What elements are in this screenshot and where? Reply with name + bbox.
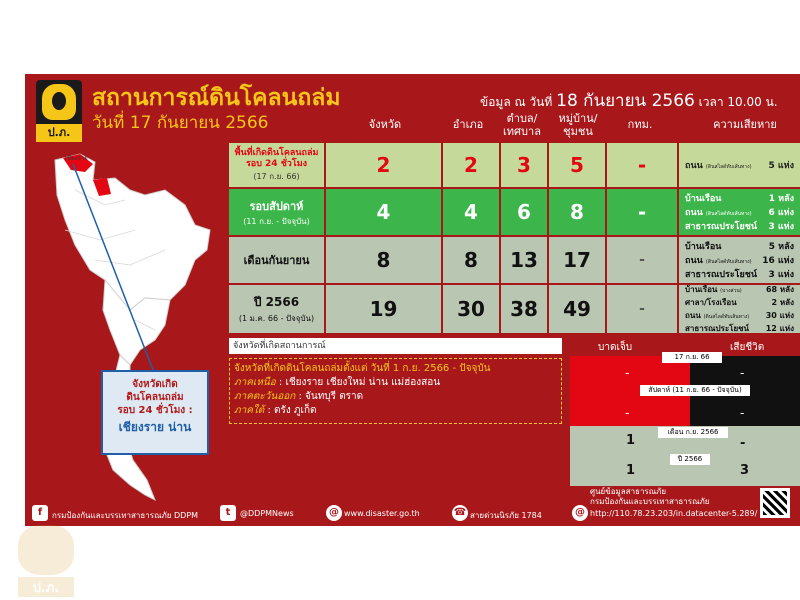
row-week-title: รอบสัปดาห์ — [249, 199, 304, 213]
row-week-province: 4 — [326, 189, 441, 235]
row-year-label — [229, 285, 324, 333]
col-header-damage: ความเสียหาย — [713, 118, 777, 131]
watermark-text: ป.ภ. — [18, 577, 74, 597]
thailand-map — [35, 150, 225, 510]
row-24h-title: พื้นที่เกิดดินโคลนถล่ม รอบ 24 ชั่วโมง — [234, 147, 319, 169]
facebook-icon[interactable]: f — [32, 505, 48, 521]
period-month-injured: 1 — [626, 433, 636, 448]
col-header-province: จังหวัด — [368, 118, 402, 131]
row-24h-date: (17 ก.ย. 66) — [253, 171, 300, 181]
info-box — [229, 358, 562, 424]
callout-provinces: เชียงราย น่าน — [118, 420, 192, 434]
row-24h-damage — [679, 143, 800, 187]
row-year-date: (1 ม.ค. 66 - ปัจจุบัน) — [238, 314, 315, 323]
row-24h-province: 2 — [326, 143, 441, 187]
damage-item: บ้านเรือน 1 หลัง — [685, 194, 794, 204]
row-24h-label — [229, 143, 324, 187]
damage-item: ถนน (ดินสไลด์ทับเส้นทาง) 6 แห่ง — [685, 208, 794, 218]
col-header-bangkok: กทม. — [627, 118, 653, 131]
page-title: สถานการณ์ดินโคลนถล่ม — [92, 85, 341, 111]
row-month-damage — [679, 237, 800, 283]
data-time: เวลา 10.00 น. — [698, 95, 778, 109]
info-region-east: ภาคตะวันออก : จันทบุรี ตราด — [234, 391, 364, 402]
damage-item: ถนน (ดินสไลด์ทับเส้นทาง) 30 แห่ง — [685, 311, 794, 320]
ddpm-logo — [36, 80, 82, 142]
data-source — [590, 487, 709, 507]
row-24h-district: 2 — [443, 143, 499, 187]
row-week-damage — [679, 189, 800, 235]
web-icon[interactable]: @ — [326, 505, 342, 521]
row-week-label — [229, 189, 324, 235]
info-region-north: ภาคเหนือ : เชียงราย เชียงใหม่ น่าน แม่ฮ่องสอน — [234, 377, 441, 388]
callout-line-3: รอบ 24 ชั่วโมง : — [117, 405, 193, 416]
row-week-subdistrict: 6 — [501, 189, 547, 235]
data-source-line-1: ศูนย์ข้อมูลสาธารณภัย — [590, 487, 667, 496]
qr-code-pattern — [763, 491, 787, 515]
watermark-hand-icon — [18, 525, 74, 575]
row-week-bangkok: - — [607, 189, 677, 235]
row-year-damage — [679, 285, 800, 333]
data-timestamp — [480, 87, 778, 114]
row-year-title: ปี 2566 — [253, 295, 300, 309]
info-header: จังหวัดที่เกิดสถานการณ์ — [229, 338, 562, 354]
info-region-south: ภาคใต้ : ตรัง ภูเก็ต — [234, 405, 317, 416]
phone-icon[interactable]: ☎ — [452, 505, 468, 521]
chiang-rai-map-label: เชียงราย — [65, 155, 88, 162]
period-year-injured: 1 — [626, 463, 636, 478]
callout-line-2: ดินโคลนถล่ม — [126, 392, 184, 403]
qr-code[interactable] — [760, 488, 790, 518]
col-header-village: หมู่บ้าน/ ชุมชน — [558, 112, 598, 138]
row-month-subdistrict: 13 — [501, 237, 547, 283]
injured-header: บาดเจ็บ — [598, 342, 633, 353]
info-intro: จังหวัดที่เกิดดินโคลนถล่มตั้งแต่ วันที่ 1 ก.ย. 2566 - ปัจจุบัน — [234, 363, 491, 374]
row-month-district: 8 — [443, 237, 499, 283]
period-24h-tag: 17 ก.ย. 66 — [662, 352, 722, 363]
data-source-line-2: กรมป้องกันและบรรเทาสาธารณภัย — [590, 497, 710, 506]
row-year-subdistrict: 38 — [501, 285, 547, 333]
row-year-province: 19 — [326, 285, 441, 333]
damage-item: บ้านเรือน (บางส่วน) 68 หลัง — [685, 285, 794, 294]
period-week-tag: สัปดาห์ (11 ก.ย. 66 - ปัจจุบัน) — [640, 385, 750, 396]
row-month-bangkok: - — [607, 237, 677, 283]
dead-header: เสียชีวิต — [730, 342, 765, 353]
hand-emblem-icon — [42, 84, 76, 120]
data-date: 18 กันยายน 2566 — [556, 91, 695, 111]
row-year-bangkok: - — [607, 285, 677, 333]
period-month-tag: เดือน ก.ย. 2566 — [658, 427, 728, 438]
footer-twitter[interactable]: @DDPMNews — [240, 509, 294, 518]
footer-facebook[interactable]: กรมป้องกันและบรรเทาสาธารณภัย DDPM — [52, 511, 199, 520]
col-header-subdistrict: ตำบล/ เทศบาล — [503, 112, 541, 138]
logo-text: ป.ภ. — [36, 124, 82, 142]
data-as-of-label: ข้อมูล ณ วันที่ — [480, 95, 553, 109]
damage-item: ถนน (ดินสไลด์ทับเส้นทาง) 16 แห่ง — [685, 256, 794, 266]
period-year-tag: ปี 2566 — [670, 454, 710, 465]
row-month-province: 8 — [326, 237, 441, 283]
row-year-district: 30 — [443, 285, 499, 333]
callout-line-1: จังหวัดเกิด — [132, 379, 178, 390]
watermark-logo — [18, 525, 74, 597]
row-week-village: 8 — [549, 189, 605, 235]
row-24h-village: 5 — [549, 143, 605, 187]
period-week-injured: - — [625, 406, 630, 420]
row-week-district: 4 — [443, 189, 499, 235]
row-week-date: (11 ก.ย. - ปัจจุบัน) — [243, 216, 310, 226]
row-month-title: เดือนกันยายน — [243, 254, 310, 267]
row-24h-subdistrict: 3 — [501, 143, 547, 187]
col-header-district: อำเภอ — [452, 118, 484, 131]
period-year-dead: 3 — [740, 463, 750, 478]
damage-item: ศาลา/โรงเรือน 2 หลัง — [685, 298, 794, 307]
damage-item: สาธารณประโยชน์ 12 แห่ง — [685, 324, 794, 333]
damage-item: ถนน (ดินสไลด์ทับเส้นทาง) 5 แห่ง — [685, 161, 794, 171]
row-month-village: 17 — [549, 237, 605, 283]
row-24h-bangkok: - — [607, 143, 677, 187]
damage-item: สาธารณประโยชน์ 3 แห่ง — [685, 270, 794, 280]
damage-item: สาธารณประโยชน์ 3 แห่ง — [685, 222, 794, 232]
province-callout — [101, 370, 209, 455]
period-24h-injured: - — [625, 366, 630, 380]
footer-website[interactable]: www.disaster.go.th — [344, 509, 420, 518]
link-icon[interactable]: @ — [572, 505, 588, 521]
page-subtitle: วันที่ 17 กันยายน 2566 — [92, 113, 269, 133]
period-24h-dead: - — [740, 366, 745, 380]
footer-datacenter[interactable]: http://110.78.23.203/in.datacenter-5.289/ — [590, 509, 758, 518]
period-week-dead: - — [740, 406, 745, 420]
twitter-icon[interactable]: t — [220, 505, 236, 521]
footer-hotline: สายด่วนนิรภัย 1784 — [470, 511, 542, 520]
period-month-dead: - — [740, 436, 746, 451]
row-month-label — [229, 237, 324, 283]
row-year-village: 49 — [549, 285, 605, 333]
damage-item: บ้านเรือน 5 หลัง — [685, 242, 794, 252]
